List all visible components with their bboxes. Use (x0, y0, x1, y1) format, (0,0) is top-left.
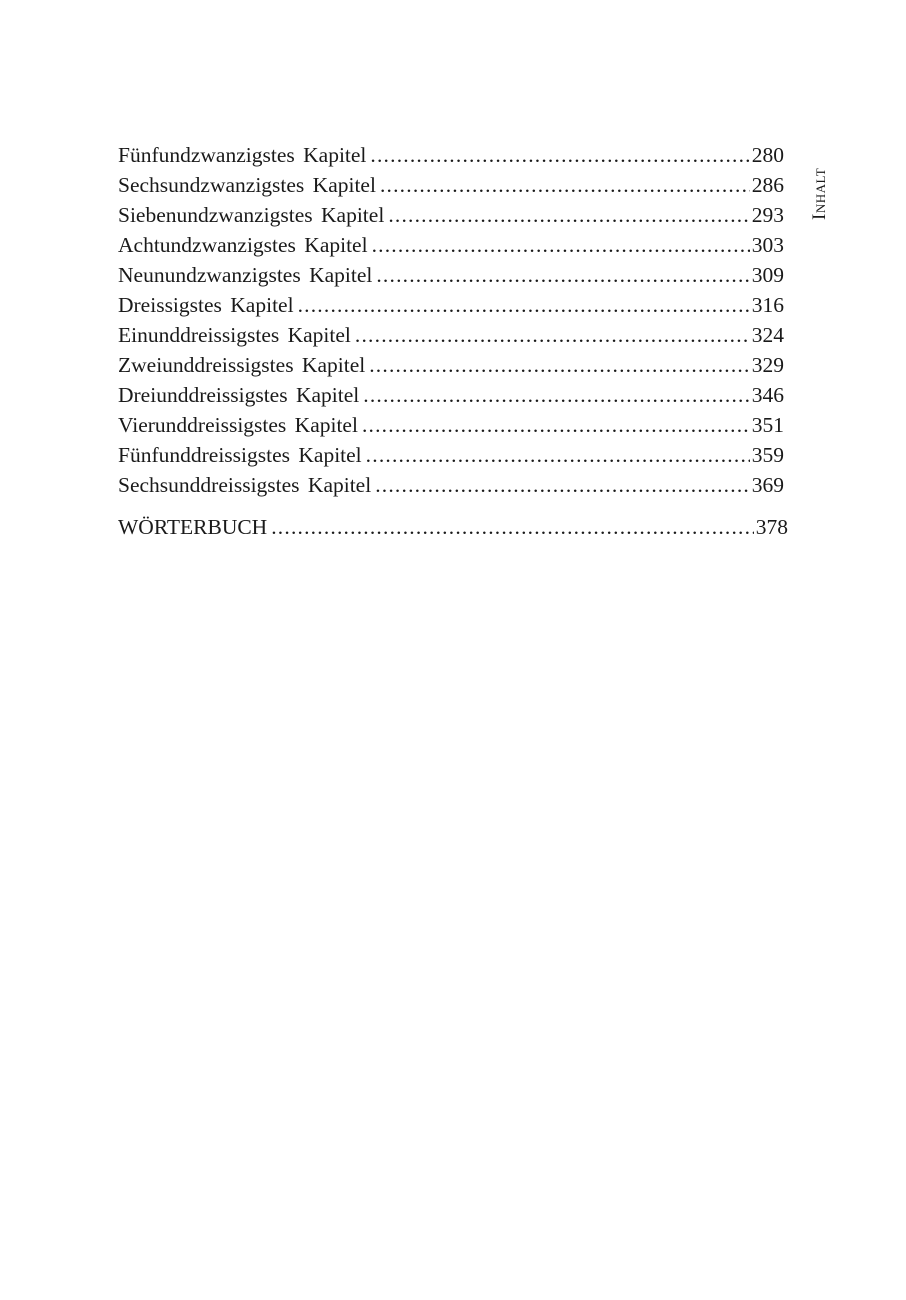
toc-entry-page: 351 (751, 413, 784, 437)
toc-entry-title: Fünfundzwanzigstes Kapitel (118, 143, 367, 167)
toc-entry (118, 380, 784, 410)
dot-leader (370, 140, 749, 170)
toc-entry-page: 324 (751, 323, 784, 347)
toc-entry-page: 293 (751, 203, 784, 227)
dot-leader (362, 410, 750, 440)
toc-entry (118, 230, 784, 260)
toc-entry-page: 309 (751, 263, 784, 287)
dot-leader (355, 320, 750, 350)
toc-entry-title: Siebenundzwanzigstes Kapitel (118, 203, 385, 227)
toc-entry-appendix (118, 512, 788, 542)
dot-leader (298, 290, 750, 320)
toc-entry-page: 316 (751, 293, 784, 317)
toc-entry-page: 303 (751, 233, 784, 257)
dot-leader (363, 380, 750, 410)
section-gap (118, 500, 784, 512)
toc-entry-page: 378 (755, 515, 788, 539)
table-of-contents (118, 140, 788, 542)
toc-entry (118, 200, 784, 230)
toc-entry-title: Zweiunddreissigstes Kapitel (118, 353, 366, 377)
toc-entry-page: 359 (751, 443, 784, 467)
toc-entry (118, 320, 784, 350)
toc-entry-page: 346 (751, 383, 784, 407)
toc-entry-title: Achtundzwanzigstes Kapitel (118, 233, 368, 257)
toc-entry-title: Vierunddreissigstes Kapitel (118, 413, 358, 437)
running-head: Inhalt (809, 167, 830, 220)
dot-leader (372, 230, 750, 260)
toc-entry (118, 440, 784, 470)
toc-entry-title: Einunddreissigstes Kapitel (118, 323, 351, 347)
toc-entry-title: Sechsundzwanzigstes Kapitel (118, 173, 376, 197)
dot-leader (271, 512, 754, 542)
dot-leader (376, 260, 749, 290)
dot-leader (366, 440, 750, 470)
dot-leader (369, 350, 750, 380)
toc-entry (118, 170, 784, 200)
toc-entry-page: 329 (751, 353, 784, 377)
toc-entry (118, 140, 784, 170)
toc-entry-page: 369 (751, 473, 784, 497)
toc-entry-title: Neunundzwanzigstes Kapitel (118, 263, 373, 287)
dot-leader (388, 200, 749, 230)
dot-leader (375, 470, 750, 500)
toc-entry (118, 470, 784, 500)
toc-entry-page: 280 (751, 143, 784, 167)
toc-entry (118, 260, 784, 290)
toc-entry-title: Dreissigstes Kapitel (118, 293, 294, 317)
toc-entry-title: WÖRTERBUCH (118, 515, 268, 539)
toc-entry-title: Dreiunddreissigstes Kapitel (118, 383, 360, 407)
toc-entry (118, 290, 784, 320)
toc-entry-title: Sechsunddreissigstes Kapitel (118, 473, 372, 497)
toc-entry-title: Fünfunddreissigstes Kapitel (118, 443, 362, 467)
toc-entry (118, 410, 784, 440)
dot-leader (380, 170, 750, 200)
toc-entry-page: 286 (751, 173, 784, 197)
toc-entry (118, 350, 784, 380)
